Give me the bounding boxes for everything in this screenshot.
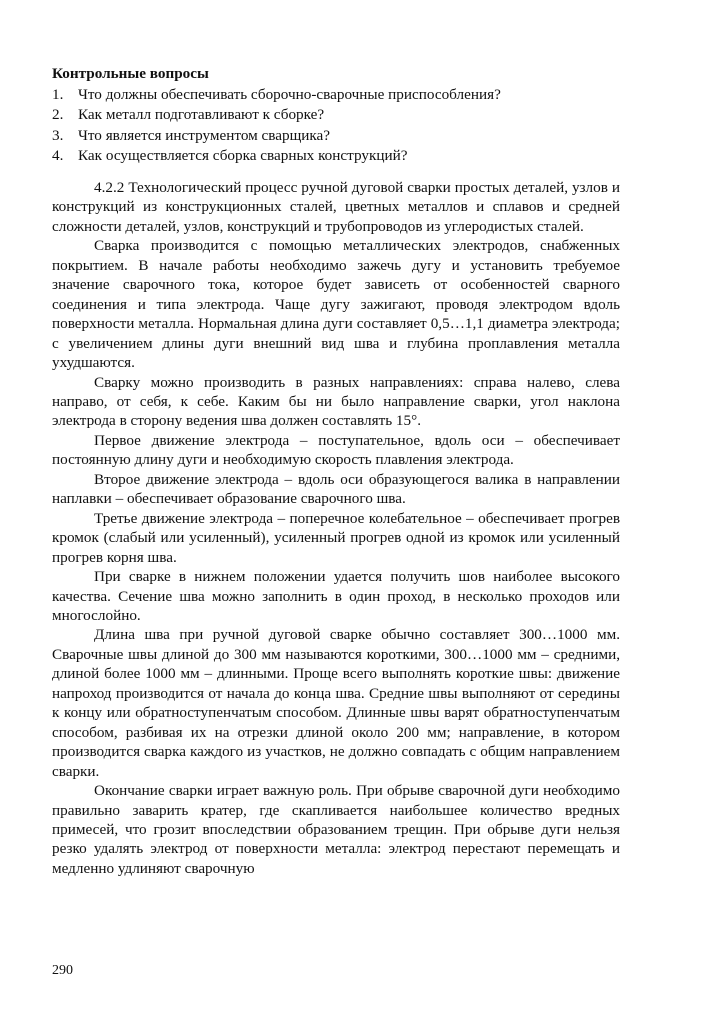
- page-number: 290: [52, 963, 73, 978]
- questions-heading: Контрольные вопросы: [52, 65, 209, 82]
- question-item: [52, 105, 632, 126]
- section-heading-paragraph: 4.2.2 Технологический процесс ручной дуговой сварки простых деталей, узлов и конструкций из конструкционных сталей, цветных металлов и сплавов и средней сложности деталей, узлов, конструкций и трубопроводов из углеродистых сталей.: [52, 179, 620, 235]
- section-body: [52, 178, 620, 878]
- body-paragraph: При сварке в нижнем положении удается получить шов наиболее высокого качества. Сечение шва можно заполнить в один проход, в несколько проходов или многослойно.: [52, 568, 620, 624]
- body-paragraph: Длина шва при ручной дуговой сварке обычно составляет 300…1000 мм. Сварочные швы длиной до 300 мм называются короткими, 300…1000 мм – средними, длиной более 1000 мм – длинными. Проще всего выполнять короткие швы: движение напроход производится от начала до конца шва. Средние швы выполняют от середины к концу или обратноступенчатым способом. Длинные швы варят обратноступенчатым способом, разбивая их на отрезки длиной около 200 мм; направление, в котором производится сварка каждого из участков, не должно совпадать с общим направлением сварки.: [52, 626, 620, 780]
- body-paragraph: Сварку можно производить в разных направлениях: справа налево, слева направо, от себя, к себе. Каким бы ни было направление сварки, угол наклона электрода в сторону ведения шва должен составлять 15°.: [52, 373, 620, 430]
- questions-list: [52, 85, 632, 167]
- question-item: [52, 146, 632, 167]
- body-paragraph: Первое движение электрода – поступательное, вдоль оси – обеспечивает постоянную длину дуги и необходимую скорость плавления электрода.: [52, 431, 620, 469]
- body-paragraph: Третье движение электрода – поперечное колебательное – обеспечивает прогрев кромок (слабый или усиленный), усиленный прогрев одной из кромок или усиленный прогрев корня шва.: [52, 509, 620, 566]
- question-item: [52, 126, 632, 147]
- body-paragraph: Сварка производится с помощью металлических электродов, снабженных покрытием. В начале работы необходимо зажечь дугу и установить требуемое значение сварочного тока, которое будет зависеть от особенностей сварного соединения и типа электрода. Чаще дугу зажигают, проводя электродом вдоль поверхности металла. Нормальная длина дуги составляет 0,5…1,1 диаметра электрода; с увеличением длины дуги внешний вид шва и глубина проплавления металла ухудшаются.: [52, 237, 620, 372]
- body-paragraph: Окончание сварки играет важную роль. При обрыве сварочной дуги необходимо правильно заварить кратер, где скапливается наибольшее количество вредных примесей, что грозит впоследствии образованием трещин. При обрыве дуги нельзя резко удалять электрод от поверхности металла: электрод перестают перемещать и медленно удлиняют сварочную: [52, 782, 620, 877]
- body-paragraph: Второе движение электрода – вдоль оси образующегося валика в направлении наплавки – обеспечивает образование сварочного шва.: [52, 470, 620, 508]
- question-text: Как осуществляется сборка сварных конструкций?: [78, 147, 408, 164]
- question-number: 4.: [52, 147, 64, 164]
- question-text: Что является инструментом сварщика?: [78, 126, 331, 144]
- question-item: [52, 85, 632, 106]
- question-number: 2.: [52, 106, 64, 123]
- question-text: Что должны обеспечивать сборочно-сварочные приспособления?: [78, 85, 501, 103]
- question-number: 1.: [52, 85, 64, 103]
- question-text: Как металл подготавливают к сборке?: [78, 106, 325, 123]
- question-number: 3.: [52, 126, 64, 144]
- review-questions: [52, 64, 632, 167]
